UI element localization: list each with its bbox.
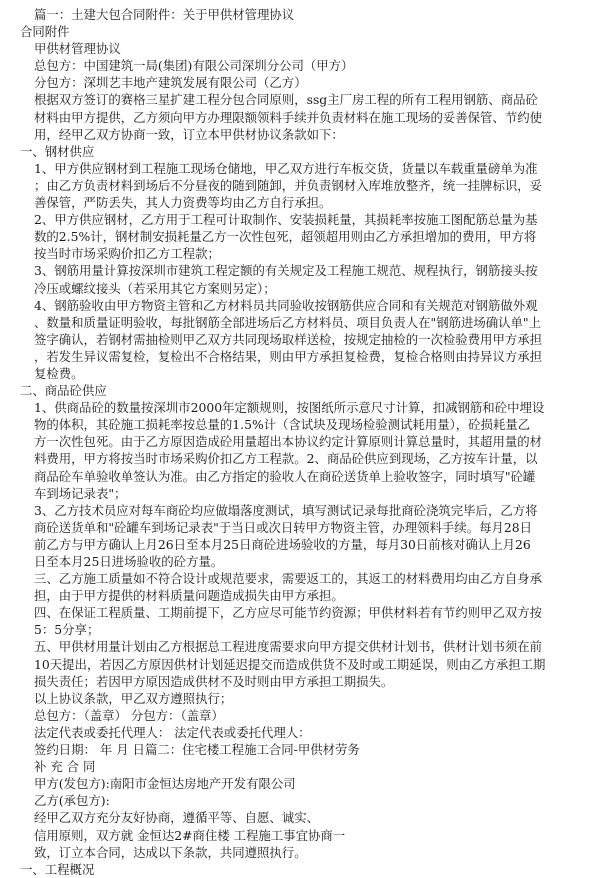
text-line: 甲方(发包方):南阳市金恒达房地产开发有限公司 <box>34 776 296 792</box>
text-line: ，若发生异议需复检，复检出不合格结果，则由甲方承担复检费，复检合格则由持异议方承担 <box>34 348 543 364</box>
text-line: 、数量和质量证明验收，每批钢筋全部进场后乙方材料员、项目负责人在"钢筋进场确认单"上 <box>34 314 542 330</box>
text-line: 法定代表或委托代理人： 法定代表或委托代理人： <box>34 724 311 740</box>
text-line: 分包方：深圳艺丰地产建筑发展有限公司（乙方） <box>34 75 307 91</box>
text-line: 乙方(承包方): <box>34 793 110 809</box>
text-line: 材料由甲方提供，乙方须向甲方办理限额领料手续并负责材料在施工现场的妥善保管、节约使 <box>34 109 543 125</box>
text-line: 二、商品砼供应 <box>20 383 107 399</box>
text-line: 损失责任；若因甲方原因造成供材不及时则由甲方承担工期损失。 <box>34 673 394 689</box>
text-line: 日至本月25日进场验收的砼方量。 <box>34 554 224 569</box>
text-line: 3、乙方技术员应对每车商砼均应做塌落度测试，填写测试记录每批商砼浇筑完毕后，乙方将 <box>34 502 538 518</box>
text-line: 按当时市场采购价扣乙方工程款； <box>34 246 220 262</box>
text-line: 四、在保证工程质量、工期前提下，乙方应尽可能节约资源；甲供材料若有节约则甲乙双方按 <box>34 605 543 621</box>
text-line: 3、钢筋用量计算按深圳市建筑工程定额的有关规定及工程施工规范、规程执行，钢筋接头按 <box>34 263 538 279</box>
text-line: 商砼送货单和"砼罐车到场记录表"于当日或次日转甲方物资主管，办理领料手续。每月28日 <box>34 519 533 535</box>
text-line: 方一次性包死。由于乙方原因造成砼用量超出本协议约定计算原则计算总量时，其超用量的材 <box>34 434 543 450</box>
text-line: 1、供商品砼的数量按深圳市2000年定额规则，按图纸所示意尺寸计算，扣减钢筋和砼中埋设 <box>34 400 545 416</box>
text-line: 根据双方签订的赛格三星扩建工程分包合同原则，ssg主厂房工程的所有工程用钢筋、商品砼 <box>34 92 538 108</box>
text-line: 签字确认，若钢材需抽检则甲乙双方共同现场取样送检，按规定抽检的一次检验费用甲方承担 <box>34 331 543 347</box>
text-line: 信用原则，双方就 金恒达2#商住楼 工程施工事宜协商一 <box>34 827 346 843</box>
text-line: 担，由于甲方提供的材料质量问题造成损失由甲方承担。 <box>34 588 344 604</box>
text-line: 总包方：（盖章） 分包方：（盖章） <box>34 707 224 723</box>
text-line: 善保管，严防丢失，其人力资费等均由乙方自行承担。 <box>34 195 332 211</box>
text-line: 前乙方与甲方确认上月26日至本月25日商砼进场验收的方量，每月30日前核对确认上月26 <box>34 536 531 552</box>
text-line: 10天提出，若因乙方原因供材计划延迟提交而造成供货不及时或工期延误，则由乙方承担工期 <box>34 656 546 672</box>
text-line: 一、工程概况 <box>20 861 95 877</box>
text-line: 2、甲方供应钢材，乙方用于工程可计取制作、安装损耗量，其损耗率按施工图配筋总量为基 <box>34 212 538 228</box>
text-line: 篇一：土建大包合同附件：关于甲供材管理协议 <box>34 7 295 22</box>
text-line: ；由乙方负责材料到场后不分昼夜的随到随卸，并负责钢材入库堆放整齐，统一挂牌标识，妥 <box>34 177 543 193</box>
text-line: 五、甲供材用量计划由乙方根据总工程进度需要求向甲方提交供材计划书，供材计划书须在前 <box>34 639 543 655</box>
text-line: 甲供材管理协议 <box>34 41 121 57</box>
text-line: 签约日期： 年 月 日篇二：住宅楼工程施工合同-甲供材劳务 <box>34 742 360 758</box>
text-line: 料费用，甲方将按当时市场采购价扣乙方工程款。2、商品砼供应到现场，乙方按车计量，以 <box>34 451 538 467</box>
text-line: 复检费。 <box>34 365 84 381</box>
text-line: 三、乙方施工质量如不符合设计或规范要求，需要返工的，其返工的材料费用均由乙方自身承 <box>34 571 543 587</box>
text-line: 以上协议条款，甲乙双方遵照执行； <box>34 690 233 706</box>
text-line: 补 充 合 同 <box>34 759 96 775</box>
text-line: 冷压或螺纹接头（若采用其它方案则另定）； <box>34 280 276 296</box>
text-line: 4、钢筋验收由甲方物资主管和乙方材料员共同验收按钢筋供应合同和有关规范对钢筋做外观 <box>34 297 538 313</box>
text-line: 商品砼车单验收单签认为准。由乙方指定的验收人在商砼送货单上验收签字，同时填写"砼罐 <box>34 468 536 484</box>
text-line: 致，订立本合同，达成以下条款，共同遵照执行。 <box>34 844 307 860</box>
text-line: 1、甲方供应钢材到工程施工现场仓储地，甲乙双方进行车板交货，货量以车载重量磅单为准 <box>34 160 538 176</box>
text-line: 车到场记录表"； <box>34 485 127 501</box>
text-line: 总包方：中国建筑一局(集团)有限公司深圳分公司（甲方） <box>34 58 354 74</box>
text-line: 5：5分享； <box>34 622 100 638</box>
text-line: 数的2.5%计，钢材制安损耗量乙方一次性包死，超领超用则由乙方承担增加的费用，甲方将 <box>34 229 537 245</box>
text-line: 一、钢材供应 <box>20 143 95 159</box>
text-line: 合同附件 <box>20 24 70 40</box>
text-line: 用，经甲乙双方协商一致，订立本甲供材协议条款如下： <box>34 126 344 142</box>
text-line: 经甲乙双方充分友好协商，遵循平等、自愿、诚实、 <box>34 810 319 826</box>
text-line: 物的体积，其砼施工损耗率按总量的1.5%计（含试块及现场检验测试耗用量），砼损耗量乙 <box>34 417 531 433</box>
